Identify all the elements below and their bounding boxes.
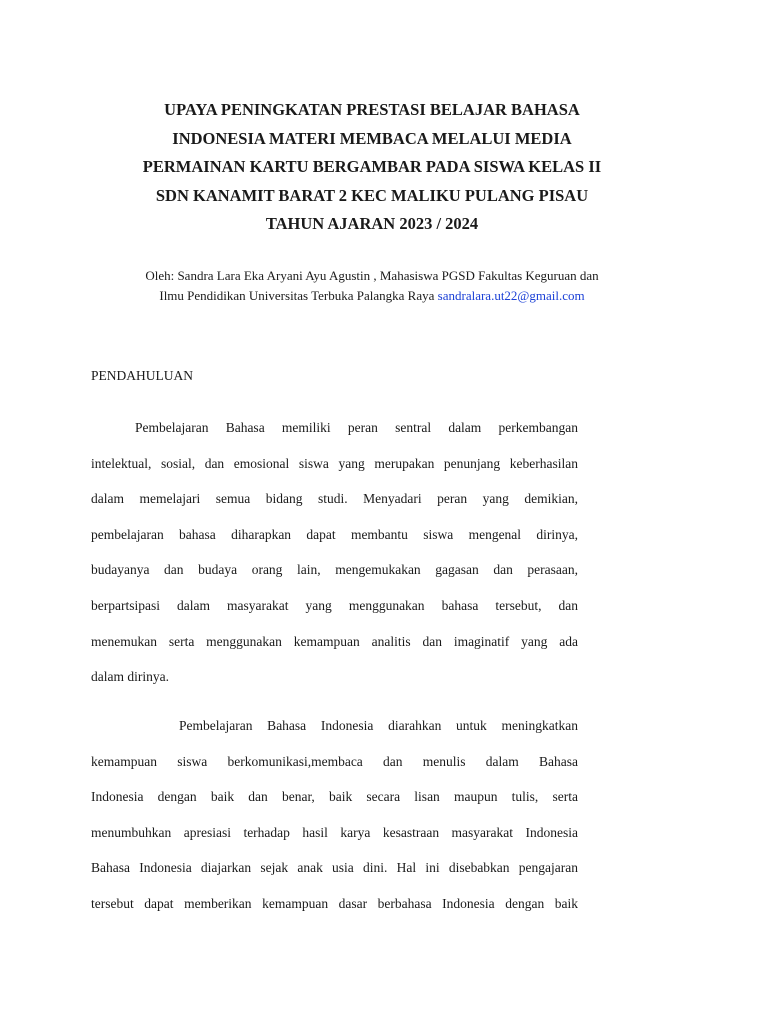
paragraph-line: Pembelajaran Bahasa Indonesia diarahkan untuk meningkatkan	[179, 718, 578, 733]
author-line-2	[80, 286, 664, 306]
document-title	[90, 96, 654, 239]
title-line: TAHUN AJARAN 2023 / 2024	[265, 214, 479, 234]
author-line-1: Oleh: Sandra Lara Eka Aryani Ayu Agustin , Mahasiswa PGSD Fakultas Keguruan dan	[145, 268, 599, 283]
paragraph-2	[91, 708, 578, 922]
paragraph-line: menemukan serta menggunakan kemampuan analitis dan imaginatif yang ada	[91, 633, 578, 649]
paragraph-line: intelektual, sosial, dan emosional siswa yang merupakan penunjang keberhasilan	[91, 455, 578, 471]
paragraph-line: tersebut dapat memberikan kemampuan dasar berbahasa Indonesia dengan baik	[91, 895, 578, 911]
title-line: UPAYA PENINGKATAN PRESTASI BELAJAR BAHASA	[164, 100, 580, 119]
title-line: PERMAINAN KARTU BERGAMBAR PADA SISWA KELAS II	[142, 157, 602, 177]
paragraph-line: Bahasa Indonesia diajarkan sejak anak usia dini. Hal ini disebabkan pengajaran	[91, 860, 578, 876]
paragraph-line: kemampuan siswa berkomunikasi,membaca dan menulis dalam Bahasa	[91, 753, 578, 769]
section-heading: PENDAHULUAN	[91, 368, 193, 383]
author-email-link[interactable]: sandralara.ut22@gmail.com	[437, 288, 585, 303]
paragraph-line: dalam dirinya.	[91, 669, 169, 685]
paragraph-line: Indonesia dengan baik dan benar, baik secara lisan maupun tulis, serta	[91, 789, 578, 805]
author-block	[80, 266, 664, 306]
paragraph-line: berpartsipasi dalam masyarakat yang menggunakan bahasa tersebut, dan	[91, 597, 578, 613]
paragraph-line: budayanya dan budaya orang lain, mengemukakan gagasan dan perasaan,	[91, 562, 578, 578]
paragraph-line: menumbuhkan apresiasi terhadap hasil karya kesastraan masyarakat Indonesia	[91, 824, 578, 840]
title-line: INDONESIA MATERI MEMBACA MELALUI MEDIA	[172, 128, 572, 148]
title-line: SDN KANAMIT BARAT 2 KEC MALIKU PULANG PISAU	[155, 185, 589, 205]
author-affiliation: Ilmu Pendidikan Universitas Terbuka Palangka Raya	[159, 288, 438, 303]
paragraph-line: Pembelajaran Bahasa memiliki peran sentral dalam perkembangan	[135, 420, 578, 435]
paragraph-1	[91, 410, 578, 695]
paragraph-line: dalam memelajari semua bidang studi. Menyadari peran yang demikian,	[91, 491, 578, 507]
paragraph-line: pembelajaran bahasa diharapkan dapat membantu siswa mengenal dirinya,	[91, 526, 578, 542]
